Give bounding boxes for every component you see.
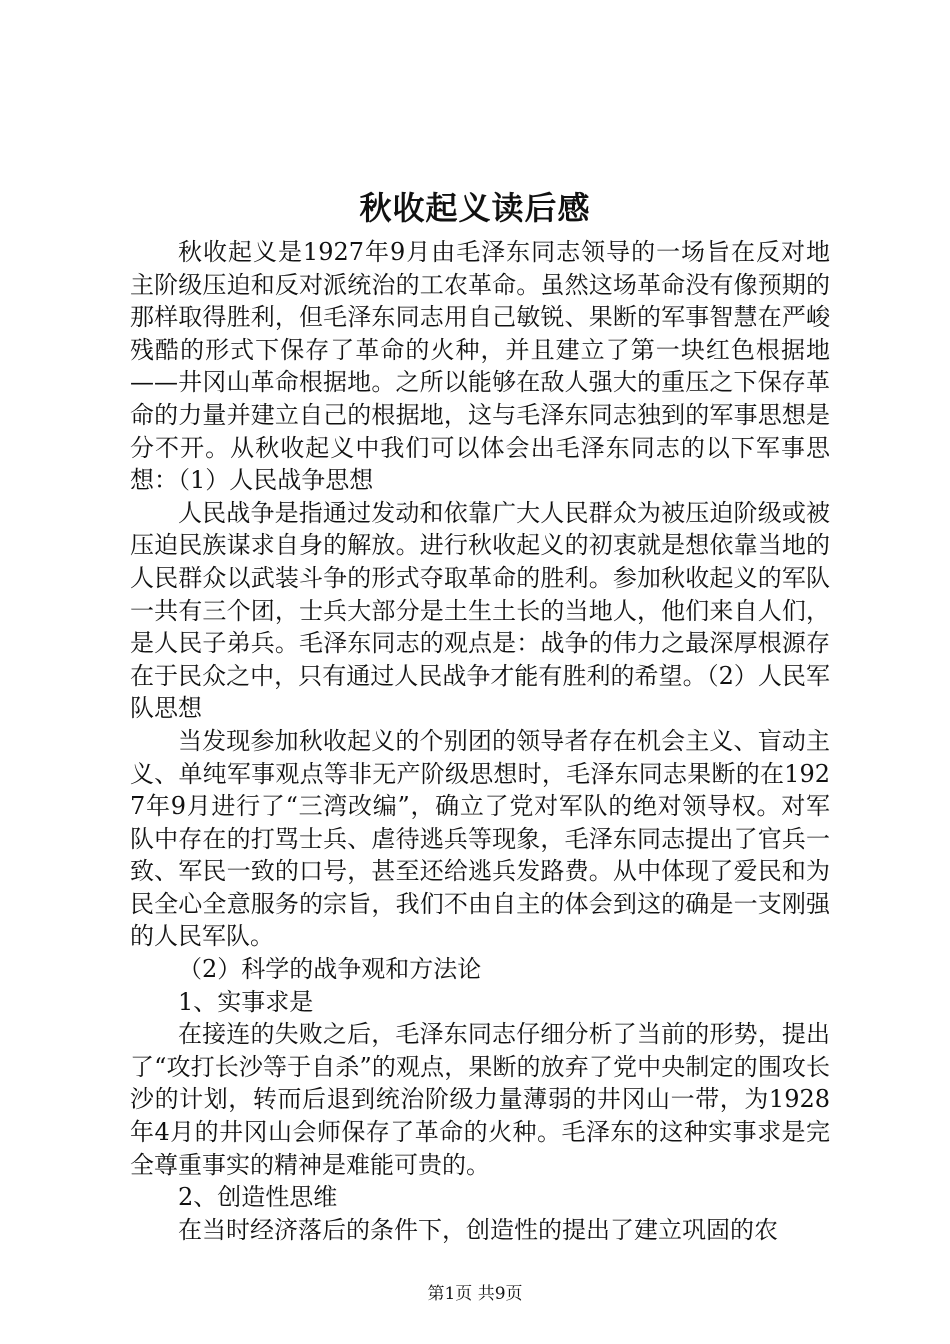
document-title: 秋收起义读后感	[359, 189, 591, 227]
paragraph: 在当时经济落后的条件下，创造性的提出了建立巩固的农	[178, 1215, 778, 1244]
subsection-heading: 1、实事求是	[178, 987, 314, 1016]
paragraph: 当发现参加秋收起义的个别团的领导者存在机会主义、盲动主义、单纯军事观点等非无产阶级思想时，毛泽东同志果断的在1927年9月进行了“三湾改编”，确立了党对军队的绝对领导权。对军队中存在的打骂士兵、虐待逃兵等现象，毛泽东同志提出了官兵一致、军民一致的口号，甚至还给逃兵发路费。从中体现了爱民和为民全心全意服务的宗旨，我们不由自主的体会到这的确是一支刚强的人民军队。	[130, 726, 830, 951]
section-heading: （2）科学的战争观和方法论	[178, 955, 482, 984]
page-footer: 第1页 共9页	[427, 1284, 523, 1304]
subsection-heading: 2、创造性思维	[178, 1183, 338, 1212]
document-body	[130, 236, 830, 1246]
paragraph: 人民战争是指通过发动和依靠广大人民群众为被压迫阶级或被压迫民族谋求自身的解放。进行秋收起义的初衷就是想依靠当地的人民群众以武装斗争的形式夺取革命的胜利。参加秋收起义的军队一共有三个团，士兵大部分是土生土长的当地人，他们来自人们，是人民子弟兵。毛泽东同志的观点是：战争的伟力之最深厚根源存在于民众之中，只有通过人民战争才能有胜利的希望。（2）人民军队思想	[130, 498, 830, 723]
paragraph: 在接连的失败之后，毛泽东同志仔细分析了当前的形势，提出了“攻打长沙等于自杀”的观点，果断的放弃了党中央制定的围攻长沙的计划，转而后退到统治阶级力量薄弱的井冈山一带，为1928年4月的井冈山会师保存了革命的火种。毛泽东的这种实事求是完全尊重事实的精神是难能可贵的。	[130, 1020, 830, 1179]
paragraph: 秋收起义是1927年9月由毛泽东同志领导的一场旨在反对地主阶级压迫和反对派统治的工农革命。虽然这场革命没有像预期的那样取得胜利，但毛泽东同志用自己敏锐、果断的军事智慧在严峻残酷的形式下保存了革命的火种，并且建立了第一块红色根据地——井冈山革命根据地。之所以能够在敌人强大的重压之下保存革命的力量并建立自己的根据地，这与毛泽东同志独到的军事思想是分不开。从秋收起义中我们可以体会出毛泽东同志的以下军事思想：（1）人民战争思想	[130, 238, 830, 495]
